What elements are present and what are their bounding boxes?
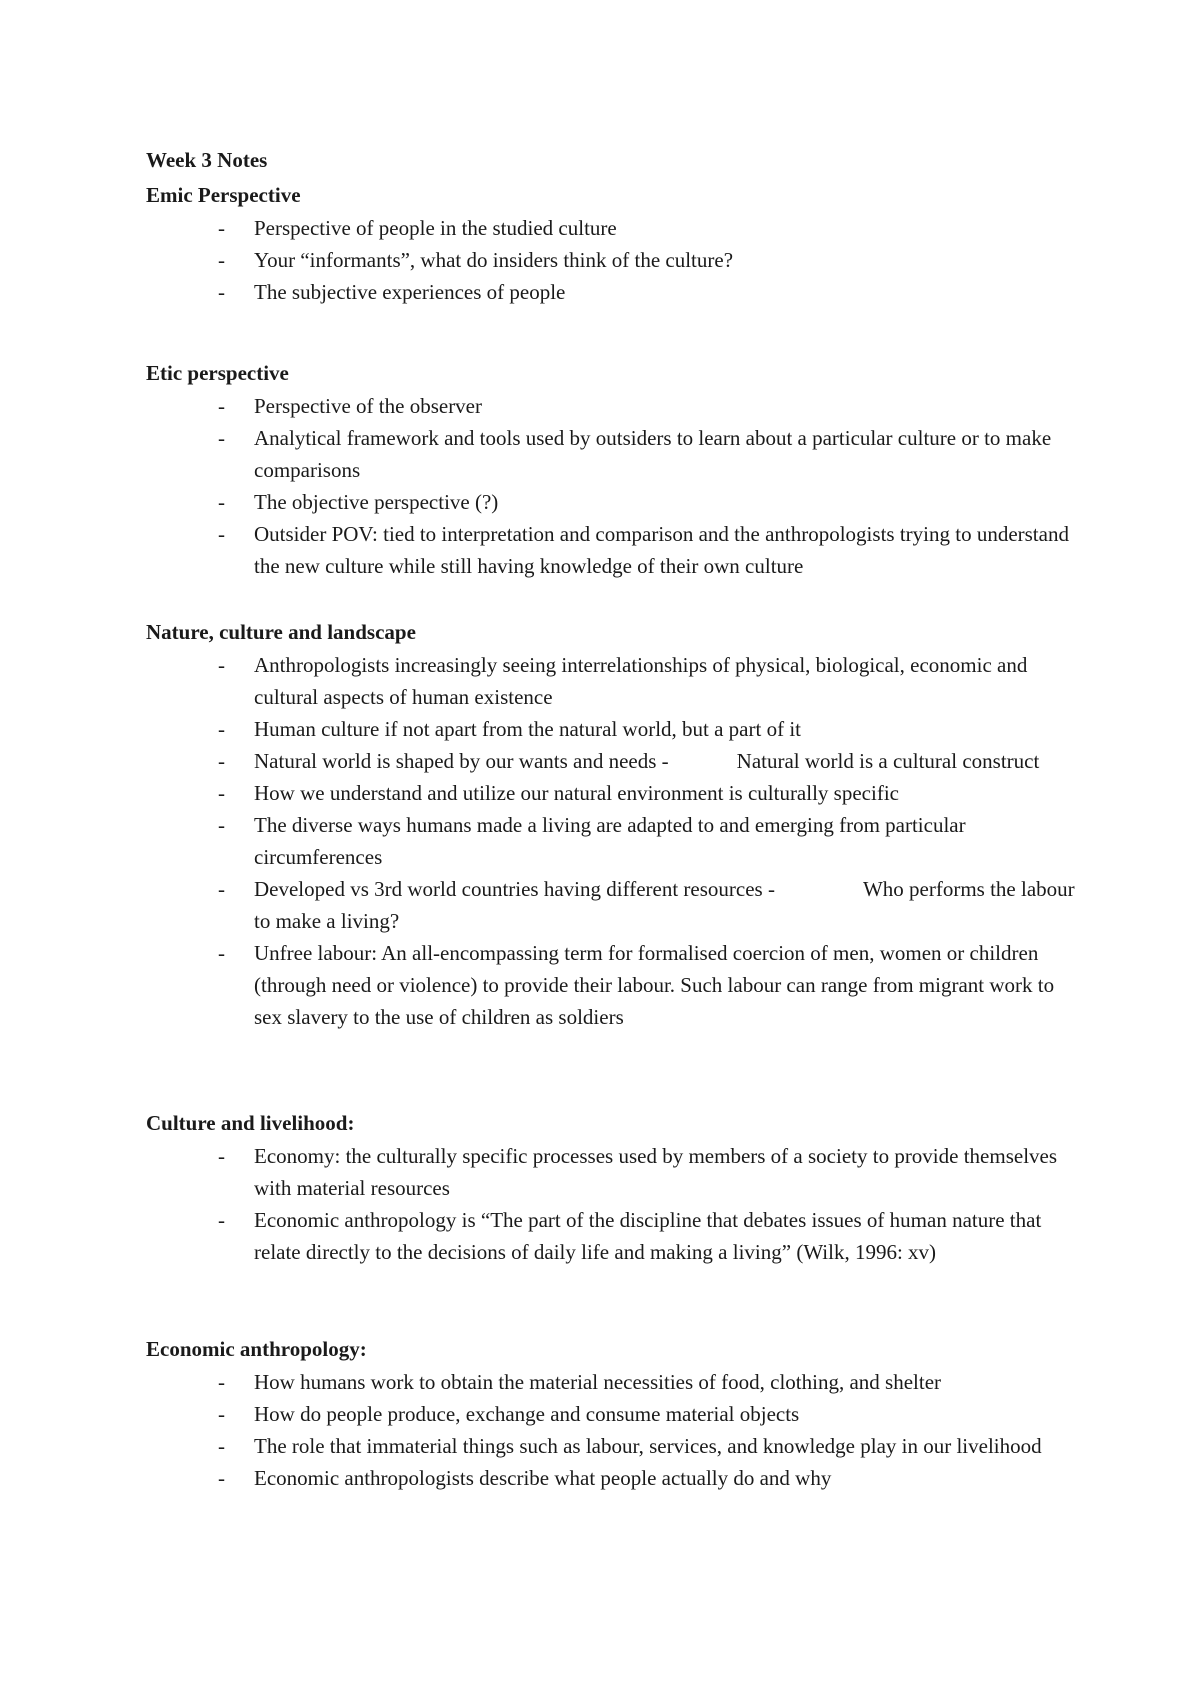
section-etic-perspective [146, 358, 1076, 582]
list-item [146, 713, 1076, 745]
list-item-text-part: Who performs the labour to make a living? [254, 877, 1075, 933]
list-item-text: Human culture if not apart from the natural world, but a part of it [254, 717, 801, 741]
bullet-dash: - [218, 941, 225, 965]
list-item [146, 809, 1076, 873]
section-heading: Etic perspective [146, 361, 289, 385]
list-item-text: Unfree labour: An all-encompassing term for formalised coercion of men, women or children (through need or violence) to provide their labour. Such labour can range from migrant work to sex slavery to the use of children as soldiers [254, 941, 1055, 1029]
list-item [146, 212, 1076, 244]
section-economic-anthropology [146, 1334, 1076, 1494]
list-item [146, 745, 1076, 777]
bullet-dash: - [218, 394, 225, 418]
bullet-dash: - [218, 216, 225, 240]
list-item [146, 1140, 1076, 1204]
list-item [146, 422, 1076, 486]
section-heading: Culture and livelihood: [146, 1111, 355, 1135]
bullet-dash: - [218, 1370, 225, 1394]
list-item-text: Your “informants”, what do insiders think of the culture? [254, 248, 734, 272]
list-item-text-part: Natural world is a cultural construct [736, 749, 1040, 773]
list-item-text: Perspective of the observer [254, 394, 482, 418]
list-item-text: How do people produce, exchange and consume material objects [254, 1402, 800, 1426]
list-item [146, 1398, 1076, 1430]
bullet-dash: - [218, 653, 225, 677]
bullet-dash: - [218, 280, 225, 304]
bullet-dash: - [218, 877, 225, 901]
list-item [146, 518, 1076, 582]
bullet-dash: - [218, 1434, 225, 1458]
bullet-dash: - [218, 813, 225, 837]
section-emic-perspective [146, 180, 1076, 308]
list-item-text: Economy: the culturally specific processes used by members of a society to provide themselves with material resources [254, 1144, 1058, 1200]
page-title: Week 3 Notes [146, 148, 268, 172]
bullet-dash: - [218, 1402, 225, 1426]
bullet-list [146, 1366, 1076, 1494]
list-item-text: Analytical framework and tools used by outsiders to learn about a particular culture or to make comparisons [254, 426, 1052, 482]
bullet-dash: - [218, 1466, 225, 1490]
bullet-list [146, 212, 1076, 308]
list-item [146, 486, 1076, 518]
list-item-text: How we understand and utilize our natural environment is culturally specific [254, 781, 899, 805]
bullet-dash: - [218, 1208, 225, 1232]
list-item-text: Outsider POV: tied to interpretation and comparison and the anthropologists trying to understand the new culture while still having knowledge of their own culture [254, 522, 1069, 578]
section-heading: Emic Perspective [146, 183, 301, 207]
bullet-list [146, 1140, 1076, 1268]
list-item [146, 873, 1076, 937]
section-heading: Nature, culture and landscape [146, 620, 416, 644]
list-item-text: Anthropologists increasingly seeing interrelationships of physical, biological, economic and cultural aspects of human existence [254, 653, 1028, 709]
bullet-dash: - [218, 522, 225, 546]
bullet-dash: - [218, 426, 225, 450]
list-item-text: The subjective experiences of people [254, 280, 566, 304]
section-heading: Economic anthropology: [146, 1337, 367, 1361]
list-item-text: The diverse ways humans made a living are adapted to and emerging from particular circumferences [254, 813, 966, 869]
list-item-text: The objective perspective (?) [254, 490, 499, 514]
list-item-text-part: Natural world is shaped by our wants and needs - [254, 749, 669, 773]
bullet-dash: - [218, 749, 225, 773]
section-culture-livelihood [146, 1108, 1076, 1268]
list-item [146, 276, 1076, 308]
list-item [146, 1430, 1076, 1462]
list-item-text-part: Developed vs 3rd world countries having different resources - [254, 877, 775, 901]
list-item [146, 1366, 1076, 1398]
bullet-dash: - [218, 1144, 225, 1168]
bullet-dash: - [218, 248, 225, 272]
bullet-dash: - [218, 490, 225, 514]
section-nature-culture-landscape [146, 617, 1076, 1033]
list-item-text: Perspective of people in the studied culture [254, 216, 617, 240]
list-item [146, 1204, 1076, 1268]
list-item [146, 777, 1076, 809]
list-item-text: The role that immaterial things such as labour, services, and knowledge play in our livelihood [254, 1434, 1042, 1458]
list-item [146, 390, 1076, 422]
list-item [146, 244, 1076, 276]
bullet-dash: - [218, 781, 225, 805]
list-item [146, 937, 1076, 1033]
list-item [146, 1462, 1076, 1494]
list-item-text: Economic anthropology is “The part of the discipline that debates issues of human nature that relate directly to the decisions of daily life and making a living” (Wilk, 1996: xv) [254, 1208, 1042, 1264]
list-item-text: Economic anthropologists describe what people actually do and why [254, 1466, 832, 1490]
bullet-list [146, 390, 1076, 582]
list-item-text: How humans work to obtain the material necessities of food, clothing, and shelter [254, 1370, 942, 1394]
bullet-dash: - [218, 717, 225, 741]
bullet-list [146, 649, 1076, 1033]
list-item [146, 649, 1076, 713]
